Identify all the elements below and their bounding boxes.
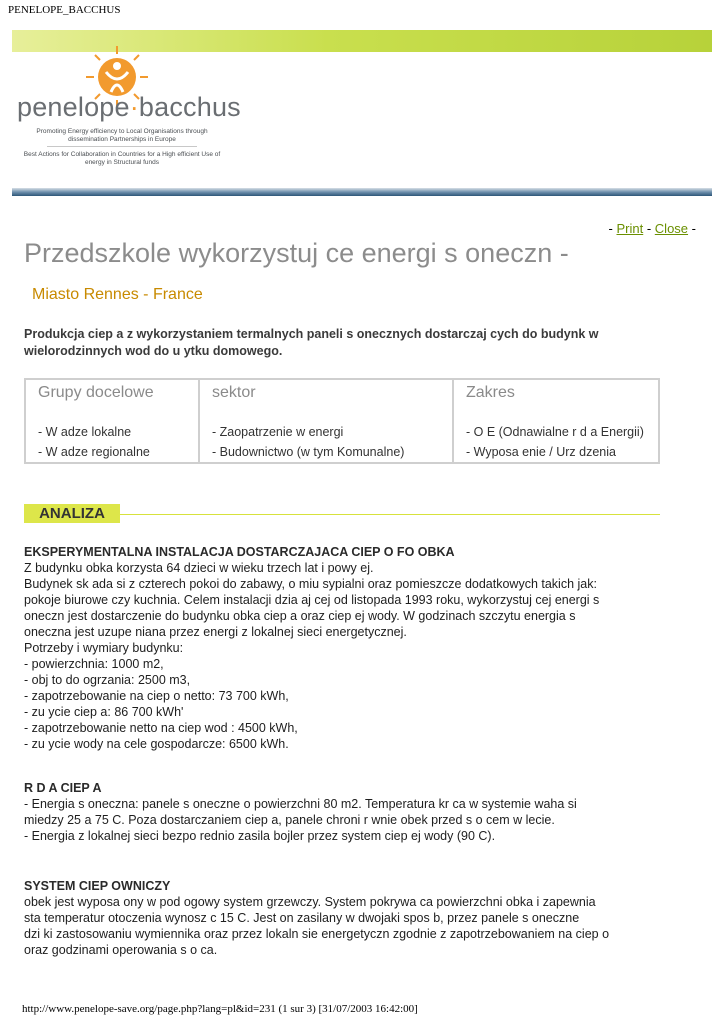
print-link[interactable]: Print: [616, 221, 644, 236]
banner-bottom-stripe: [12, 188, 712, 196]
info-table: [24, 378, 660, 464]
section-heading: SYSTEM CIEP OWNICZY: [24, 879, 171, 893]
paragraph-line: - Energia z lokalnej sieci bezpo rednio zasila bojler przez system ciep ej wody (90 C).: [24, 829, 496, 843]
list-item: - zapotrzebowanie netto na ciep wod : 4500 kWh,: [24, 721, 298, 735]
heat-source-section: [24, 780, 664, 844]
brand-dot: ·: [129, 92, 139, 122]
list-item: - zapotrzebowanie na ciep o netto: 73 700 kWh,: [24, 689, 289, 703]
column-heading: sektor: [212, 384, 256, 401]
list-item: - zu ycie ciep a: 86 700 kWh': [24, 705, 184, 719]
intro-summary: Produkcja ciep a z wykorzystaniem termalnych paneli s onecznych dostarczaj cych do budynk w wielorodzinnych wod do u ytku domowego.: [24, 327, 599, 358]
brand-right: bacchus: [138, 92, 241, 122]
section-heading: EKSPERYMENTALNA INSTALACJA DOSTARCZAJACA CIEP O FO OBKA: [24, 545, 455, 559]
actions-separator: -: [608, 221, 617, 236]
column-item: - W adze regionalne: [38, 445, 150, 459]
heating-system-section: [24, 878, 664, 958]
brand-left: penelope: [17, 92, 130, 122]
sector-column: [198, 380, 454, 462]
column-item: - Zaopatrzenie w energi: [212, 425, 344, 439]
list-item: - obj to do ogrzania: 2500 m3,: [24, 673, 191, 687]
paragraph-line: miedzy 25 a 75 C. Poza dostarczaniem ciep a, panele chroni r wnie obek przed s o cem w lecie.: [24, 813, 555, 827]
paragraph-line: dzi ki zastosowaniu wymiennika oraz przez lokaln sie energetyczn zgodnie z zapotrzebowaniem na ciep o: [24, 927, 610, 941]
banner-tagline-2: Best Actions for Collaboration in Countries for a High efficient Use of energy in Structural funds: [23, 151, 221, 166]
target-groups-column: [26, 380, 198, 462]
section-heading: R D A CIEP A: [24, 781, 102, 795]
paragraph-line: pokoje biurowe czy kuchnia. Celem instalacji dzia aj cej od listopada 1993 roku, wykorzystuj cej energi s: [24, 593, 600, 607]
paragraph-line: sta temperatur otoczenia wynosz c 15 C. Jest on zasilany w dwojaki spos b, przez panele s oneczne: [24, 911, 580, 925]
page-title: Przedszkole wykorzystuj ce energi s oneczn -: [24, 238, 569, 268]
document-header-label: PENELOPE_BACCHUS: [8, 4, 121, 16]
paragraph-line: Z budynku obka korzysta 64 dzieci w wieku trzech lat i powy ej.: [24, 561, 374, 575]
scope-column: [452, 380, 660, 462]
installation-section: [24, 544, 664, 752]
close-link[interactable]: Close: [654, 221, 689, 236]
column-item: - W adze lokalne: [38, 425, 132, 439]
tagline-divider: [47, 146, 197, 147]
brand-wordmark: [17, 92, 241, 123]
actions-separator: -: [643, 221, 655, 236]
paragraph-line: oneczn jest dostarczenie do budynku obka ciep a oraz ciep ej wody. W godzinach szczytu energia s: [24, 609, 576, 623]
column-heading: Zakres: [466, 384, 515, 401]
paragraph-line: oneczna jest uzupe niana przez energi z lokalnej sieci energetycznej.: [24, 625, 407, 639]
column-item: - O E (Odnawialne r d a Energii): [466, 425, 644, 439]
paragraph-line: obek jest wyposa ony w pod ogowy system grzewczy. System pokrywa ca powierzchni obka i zapewnia: [24, 895, 596, 909]
column-item: - Wyposa enie / Urz dzenia: [466, 445, 616, 459]
list-item: - zu ycie wody na cele gospodarcze: 6500 kWh.: [24, 737, 289, 751]
banner-tagline-1: Promoting Energy efficiency to Local Organisations through dissemination Partnerships in Europe: [36, 128, 208, 143]
paragraph-line: Budynek sk ada si z czterech pokoi do zabawy, o miu sypialni oraz pomieszcze dodatkowych takich jak:: [24, 577, 597, 591]
location-subtitle: Miasto Rennes - France: [32, 286, 203, 303]
list-item: - powierzchnia: 1000 m2,: [24, 657, 164, 671]
paragraph-line: Potrzeby i wymiary budynku:: [24, 641, 184, 655]
section-heading-analiza: ANALIZA: [24, 504, 120, 523]
column-item: - Budownictwo (w tym Komunalne): [212, 445, 405, 459]
page-footer-url: http://www.penelope-save.org/page.php?lang=pl&id=231 (1 sur 3) [31/07/2003 16:42:00]: [22, 1003, 418, 1015]
site-banner: [12, 30, 712, 196]
banner-body: [12, 52, 712, 188]
actions-separator: -: [688, 221, 696, 236]
page-actions: [609, 221, 696, 236]
column-heading: Grupy docelowe: [38, 384, 154, 401]
paragraph-line: - Energia s oneczna: panele s oneczne o powierzchni 80 m2. Temperatura kr ca w systemie waha si: [24, 797, 577, 811]
paragraph-line: oraz godzinami operowania s o ca.: [24, 943, 218, 957]
